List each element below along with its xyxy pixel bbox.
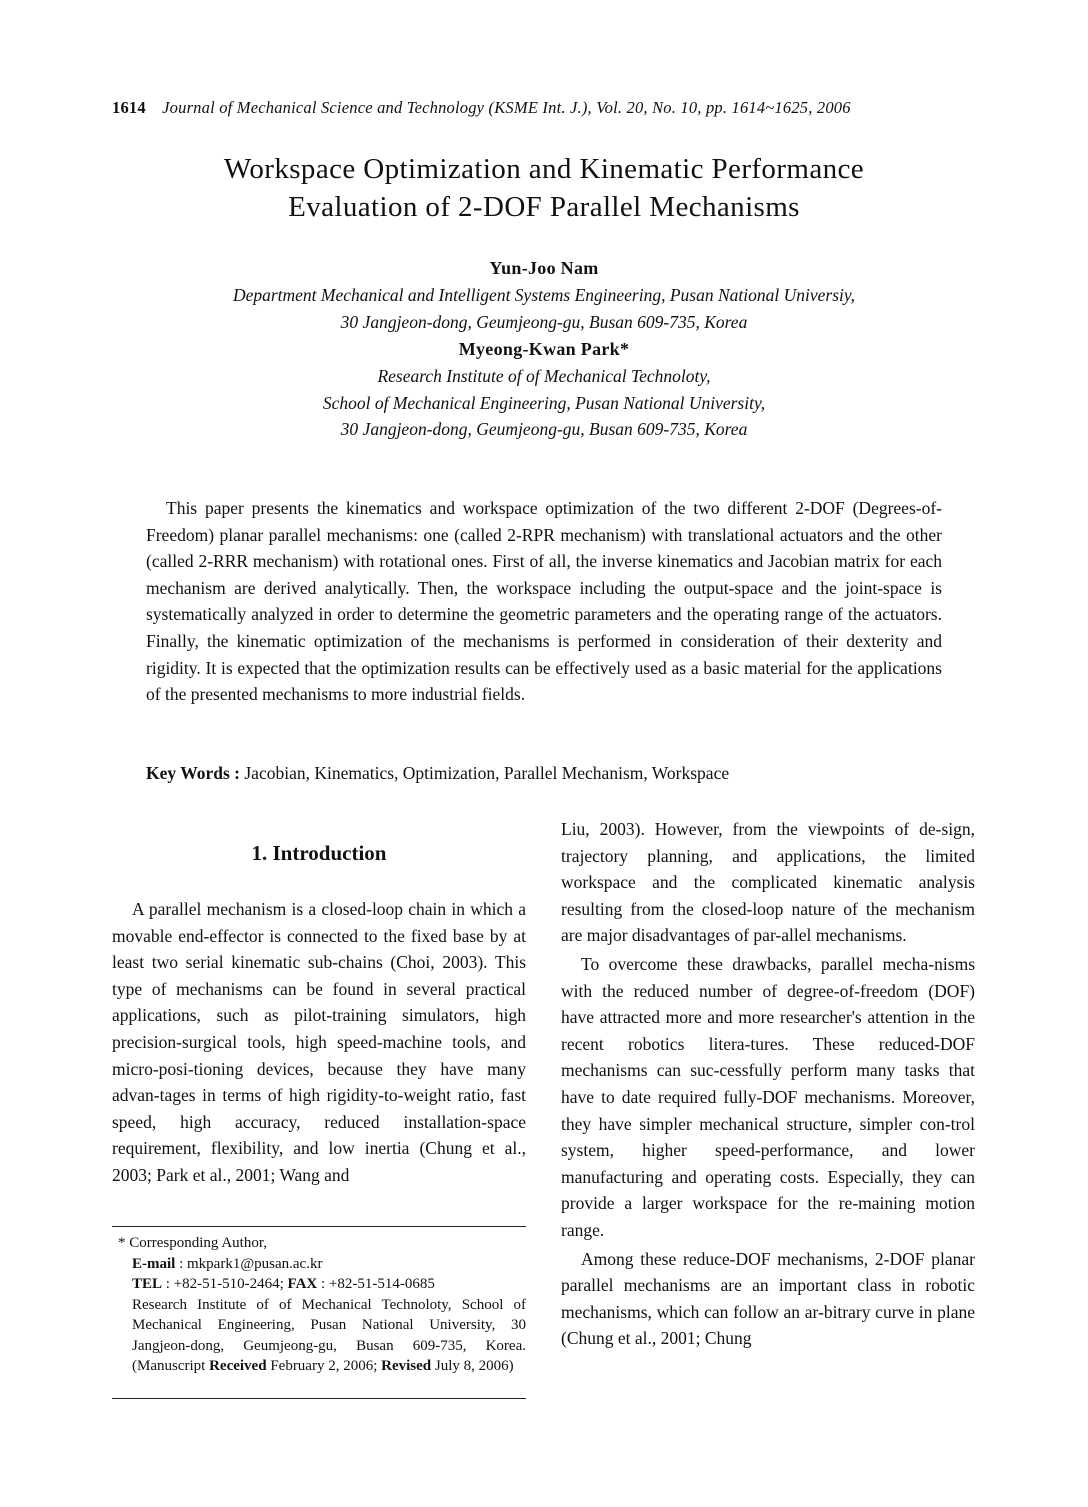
tel-number: : +82-51-510-2464; bbox=[162, 1276, 288, 1292]
abstract bbox=[146, 495, 942, 708]
received-date: February 2, 2006; bbox=[266, 1358, 382, 1374]
paper-title bbox=[0, 150, 1088, 226]
address-text: Research Institute of of Mechanical Technoloty, School of Mechanical Engineering, Pusan National University, 30 Jangjeon-dong, Geumjeong-gu, Busan 609-735, Korea. (Manuscript bbox=[132, 1296, 526, 1374]
corresponding-author-footnote bbox=[112, 1226, 526, 1377]
revised-label: Revised bbox=[381, 1358, 432, 1374]
section-heading: 1. Introduction bbox=[251, 841, 387, 865]
author-2-name: Myeong-Kwan Park* bbox=[458, 339, 630, 359]
email-label: E-mail bbox=[132, 1255, 176, 1272]
footnote-address bbox=[112, 1295, 526, 1377]
title-line-1: Workspace Optimization and Kinematic Performance bbox=[223, 153, 865, 185]
fax-number: : +82-51-514-0685 bbox=[317, 1276, 435, 1292]
body-paragraph: To overcome these drawbacks, parallel mecha-nisms with the reduced number of degree-of-freedom (DOF) have attracted more and more researcher's attention in the recent robotics litera-tures. These reduced-DOF mechanisms can suc-cessfully perform many tasks that have to date required fully-DOF mechanisms. Moreover, they have simpler mechanical structure, simpler con-trol system, higher speed-performance, and lower manufacturing and operating costs. Especially, they can provide a larger workspace for the re-maining motion range. bbox=[561, 953, 975, 1240]
revised-date: July 8, 2006) bbox=[431, 1358, 514, 1374]
footnote-email bbox=[112, 1254, 526, 1275]
author-1-affiliation-line-2: 30 Jangjeon-dong, Geumjeong-gu, Busan 609-735, Korea bbox=[340, 311, 748, 332]
received-label: Received bbox=[209, 1358, 267, 1374]
footnote-phone bbox=[112, 1274, 526, 1295]
tel-label: TEL bbox=[132, 1276, 163, 1292]
author-2-affiliation-line-3: 30 Jangjeon-dong, Geumjeong-gu, Busan 609-735, Korea bbox=[340, 419, 748, 439]
author-2-affiliation-line-1: Research Institute of of Mechanical Technoloty, bbox=[377, 366, 711, 386]
running-head bbox=[112, 98, 982, 118]
body-paragraph: Liu, 2003). However, from the viewpoints of de-sign, trajectory planning, and applications, the limited workspace and the complicated kinematic analysis resulting from the closed-loop nature of the mechanism are major disadvantages of par-allel mechanisms. bbox=[561, 819, 975, 946]
body-paragraph: A parallel mechanism is a closed-loop chain in which a movable end-effector is connected to the fixed base by at least two serial kinematic sub-chains (Choi, 2003). This type of mechanisms can be found in several practical applications, such as pilot-training simulators, high precision-surgical tools, high speed-machine tools, and micro-posi-tioning devices, because they have many advan-tages in terms of high rigidity-to-weight ratio, fast speed, high accuracy, reduced installation-space requirement, flexibility, and low inertia (Chung et al., 2003; Park et al., 2001; Wang and bbox=[112, 899, 526, 1185]
author-block bbox=[0, 254, 1088, 443]
keywords-text: Jacobian, Kinematics, Optimization, Parallel Mechanism, Workspace bbox=[240, 763, 730, 783]
footnote-line: * Corresponding Author, bbox=[118, 1235, 267, 1251]
right-column bbox=[561, 816, 975, 1352]
author-1-name: Yun-Joo Nam bbox=[489, 258, 599, 278]
author-2-affiliation-line-2: School of Mechanical Engineering, Pusan National University, bbox=[322, 392, 766, 413]
keywords bbox=[146, 760, 942, 786]
fax-label: FAX bbox=[287, 1276, 318, 1292]
page-number: 1614 bbox=[112, 98, 146, 117]
body-paragraph: Among these reduce-DOF mechanisms, 2-DOF planar parallel mechanisms are an important class in robotic mechanisms, which can follow an ar-bitrary curve in plane (Chung et al., 2001; Chung bbox=[561, 1248, 975, 1349]
journal-citation: Journal of Mechanical Science and Technology (KSME Int. J.), Vol. 20, No. 10, pp. 1614~1625, 2006 bbox=[162, 98, 851, 117]
email-address: : mkpark1@pusan.ac.kr bbox=[175, 1255, 323, 1272]
author-1-affiliation-line-1: Department Mechanical and Intelligent Systems Engineering, Pusan National Universiy, bbox=[232, 285, 856, 305]
abstract-text: This paper presents the kinematics and workspace optimization of the two different 2-DOF (Degrees-of-Freedom) planar parallel mechanisms: one (called 2-RPR mechanism) with translational actuators and the other (called 2-RRR mechanism) with rotational ones. First of all, the inverse kinematics and Jacobian matrix for each mechanism are derived analytically. Then, the workspace including the output-space and the joint-space is systematically analyzed in order to determine the geometric parameters and the operating range of the actuators. Finally, the kinematic optimization of the mechanisms is performed in consideration of their dexterity and rigidity. It is expected that the optimization results can be effectively used as a basic material for the applications of the presented mechanisms to more industrial fields. bbox=[146, 498, 942, 705]
left-column bbox=[112, 896, 526, 1189]
keywords-label: Key Words : bbox=[146, 763, 240, 783]
title-line-2: Evaluation of 2-DOF Parallel Mechanisms bbox=[288, 191, 800, 223]
footnote-divider bbox=[112, 1398, 526, 1399]
